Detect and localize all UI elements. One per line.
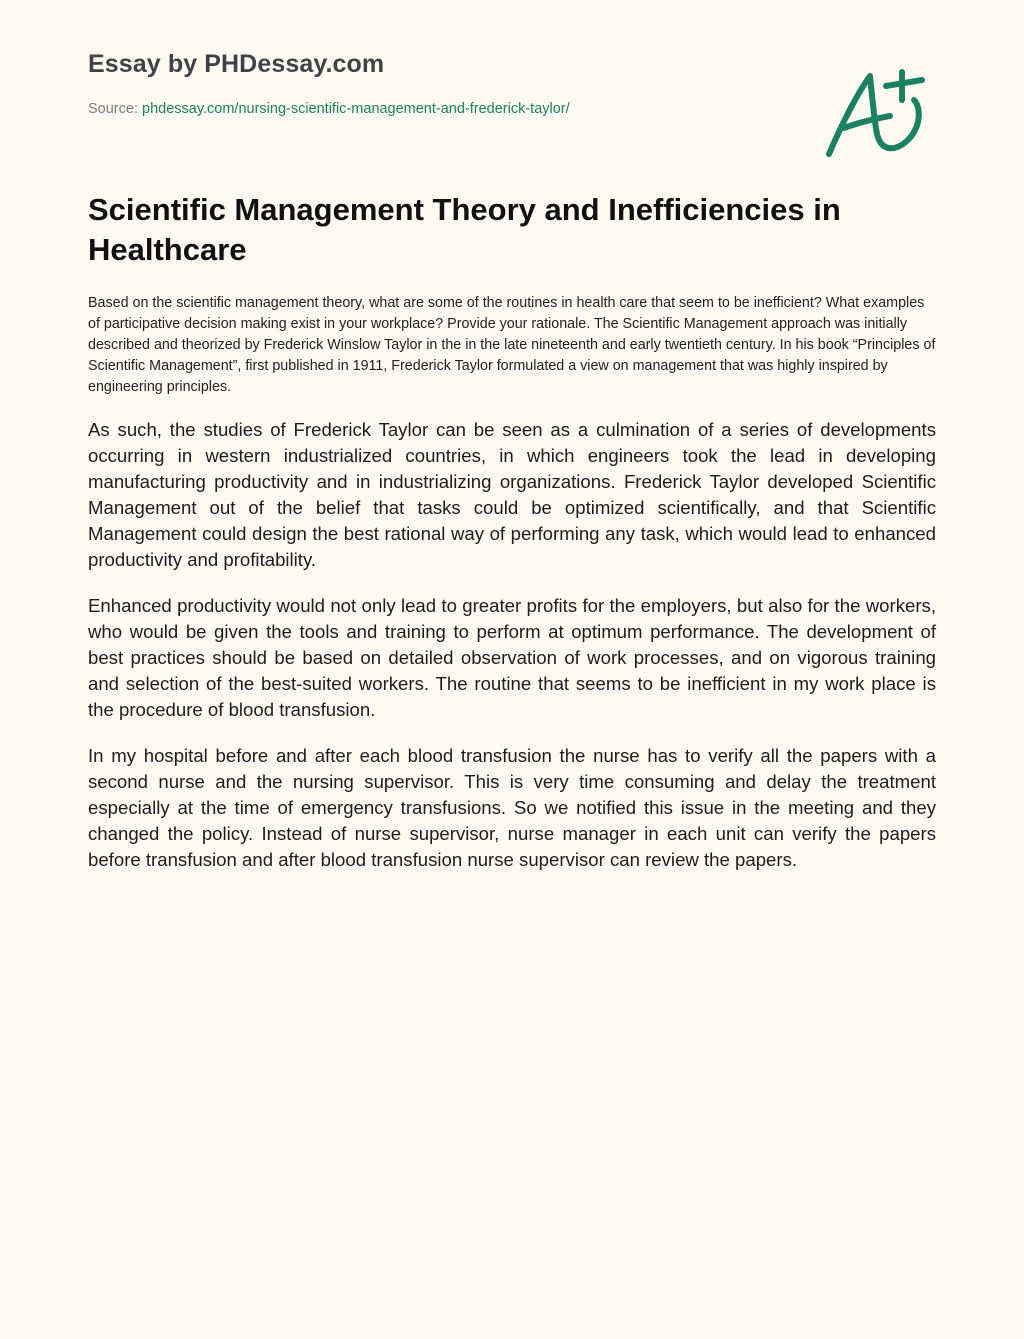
- logo-plus-horizontal: [886, 80, 922, 86]
- source-line: [88, 101, 570, 117]
- essay-paragraph: As such, the studies of Frederick Taylor can be seen as a culmination of a series of developments occurring in western industrialized countries, in which engineers took the lead in developing manufacturing productivity and in industrializing organizations. Frederick Taylor developed Scientific Management out of the belief that tasks could be optimized scientifically, and that Scientific Management could design the best rational way of performing any task, which would lead to enhanced productivity and profitability.: [88, 419, 936, 570]
- essay-title: Scientific Management Theory and Inefficiencies in Healthcare: [88, 192, 841, 267]
- source-label: Source:: [88, 101, 142, 117]
- logo-a-crossbar: [844, 116, 890, 128]
- essay-body: [88, 417, 936, 893]
- site-title: Essay by PHDessay.com: [88, 50, 385, 78]
- essay-paragraph: Enhanced productivity would not only lead to greater profits for the employers, but also for the workers, who would be given the tools and training to perform at optimum performance. The development of best practices should be based on detailed observation of work processes, and on vigorous training and selection of the best-suited workers. The routine that seems to be inefficient in my work place is the procedure of blood transfusion.: [88, 595, 936, 720]
- a-plus-grade-icon: [822, 64, 928, 160]
- essay-paragraph: In my hospital before and after each blood transfusion the nurse has to verify all the papers with a second nurse and the nursing supervisor. This is very time consuming and delay the treatment especially at the time of emergency transfusions. So we notified this issue in the meeting and they changed the policy. Instead of nurse supervisor, nurse manager in each unit can verify the papers before transfusion and after blood transfusion nurse supervisor can review the papers.: [88, 745, 936, 870]
- essay-intro: Based on the scientific management theory, what are some of the routines in health care that seem to be inefficient? What examples of participative decision making exist in your workplace? Provide your rationale. The Scientific Management approach was initially described and theorized by Frederick Winslow Taylor in the in the late nineteenth and early twentieth century. In his book “Principles of Scientific Management”, first published in 1911, Frederick Taylor formulated a view on management that was highly inspired by engineering principles.: [88, 295, 936, 395]
- source-link[interactable]: phdessay.com/nursing-scientific-management-and-frederick-taylor/: [142, 101, 570, 117]
- logo-letter-a: [829, 76, 919, 154]
